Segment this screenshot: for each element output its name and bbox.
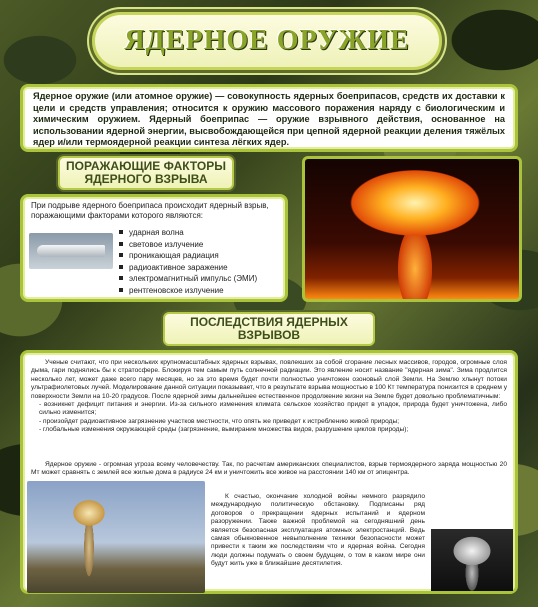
factors-panel	[20, 194, 288, 302]
nuclear-explosion-image	[302, 156, 522, 302]
factors-lead: При подрыве ядерного боеприпаса происходит ядерный взрыв, поражающими факторами которого являются:	[31, 201, 269, 220]
factors-banner	[58, 156, 234, 190]
consequence-item: - глобальные изменения окружающей среды (загрязнение, вымирание множества видов, разрушение циклов природы);	[39, 426, 409, 434]
list-item: электромагнитный импульс (ЭМИ)	[119, 273, 257, 285]
intro-panel	[20, 84, 518, 152]
consequences-paragraph-3: К счастью, окончание холодной войны немного разрядило международную политическую обстановку. Подписаны ряд договоров о прекращении ядерных испытаний и ядерном разоружении. Также важной проблемой на сегодняшний день является безопасная эксплуатация атомных электростанций. Ведь самая обыкновенное невыполнение техники безопасности может привести к таким же последствиям что и ядерная война. Сегодня люди должны подумать о своем будущем, о том в каком мире они будут жить уже в ближайшие десятилетия.	[211, 493, 425, 568]
title-banner	[92, 12, 442, 70]
list-item: проникающая радиация	[119, 250, 257, 262]
mushroom-cloud-photo	[27, 481, 205, 593]
factors-list	[119, 227, 257, 297]
consequence-item: - произойдет радиоактивное загрязнение участков местности, что опять же приведет к истреблению живой природы;	[39, 417, 400, 425]
list-item: рентгеновское излучение	[119, 285, 257, 297]
consequences-paragraph-1: Ученые считают, что при нескольких крупномасштабных ядерных взрывах, повлекших за собой сгорание лесных массивов, городов, огромные слоя дыма, гари поднялись бы к стратосфере. Блокируя тем самым путь солнечной радиации. Это явление носит название "ядерная зима". Зима продлится несколько лет, может даже всего пару месяцев, но за это время будет почти полностью уничтожен озоновый слой Земли. На Землю хлынут потоки ультрафиолетовых лучей. Моделирование данной ситуации показывает, что в результате взрыва мощностью в 100 Кт температура понизится в среднем у поверхности Земли на 10-20 градусов. После ядерной зимы дальнейшее естественное продолжение жизни на Земле будет довольно проблематичным:	[31, 359, 507, 400]
warhead-image	[29, 233, 113, 269]
consequence-item: - возникнет дефицит питания и энергии. Из-за сильного изменения климата сельское хозяйство придет в упадок, природа будет уничтожена, либо сильно изменится;	[39, 401, 507, 417]
factors-heading: ПОРАЖАЮЩИЕ ФАКТОРЫ ЯДЕРНОГО ВЗРЫВА	[65, 159, 226, 186]
page-title: ЯДЕРНОЕ ОРУЖИЕ	[124, 25, 410, 56]
consequences-paragraph-2: Ядерное оружие - огромная угроза всему человечеству. Так, по расчетам американских специалистов, взрыв термоядерного заряда мощностью 20 Мт может сравнять с землей все жилые дома в радиусе 24 км и уничтожить все живое на расстоянии 140 км от эпицентра.	[31, 461, 507, 477]
consequences-panel	[20, 350, 518, 594]
list-item: радиоактивное заражение	[119, 262, 257, 274]
bw-explosion-photo	[431, 529, 513, 591]
list-item: световое излучение	[119, 239, 257, 251]
intro-text: Ядерное оружие (или атомное оружие) — совокупность ядерных боеприпасов, средств их доставки к цели и средств управления; относится к оружию массового поражения наряду с биологическим и химическим оружием. Ядерный боеприпас — оружие взрывного действия, основанное на использовании ядерной энергии, высвобождающейся при цепной ядерной реакции деления тяжёлых ядер и/или термоядерной реакции синтеза лёгких ядер.	[33, 91, 505, 147]
list-item: ударная волна	[119, 227, 257, 239]
consequences-banner	[163, 312, 375, 346]
consequences-heading: ПОСЛЕДСТВИЯ ЯДЕРНЫХ ВЗРЫВОВ	[190, 315, 348, 342]
